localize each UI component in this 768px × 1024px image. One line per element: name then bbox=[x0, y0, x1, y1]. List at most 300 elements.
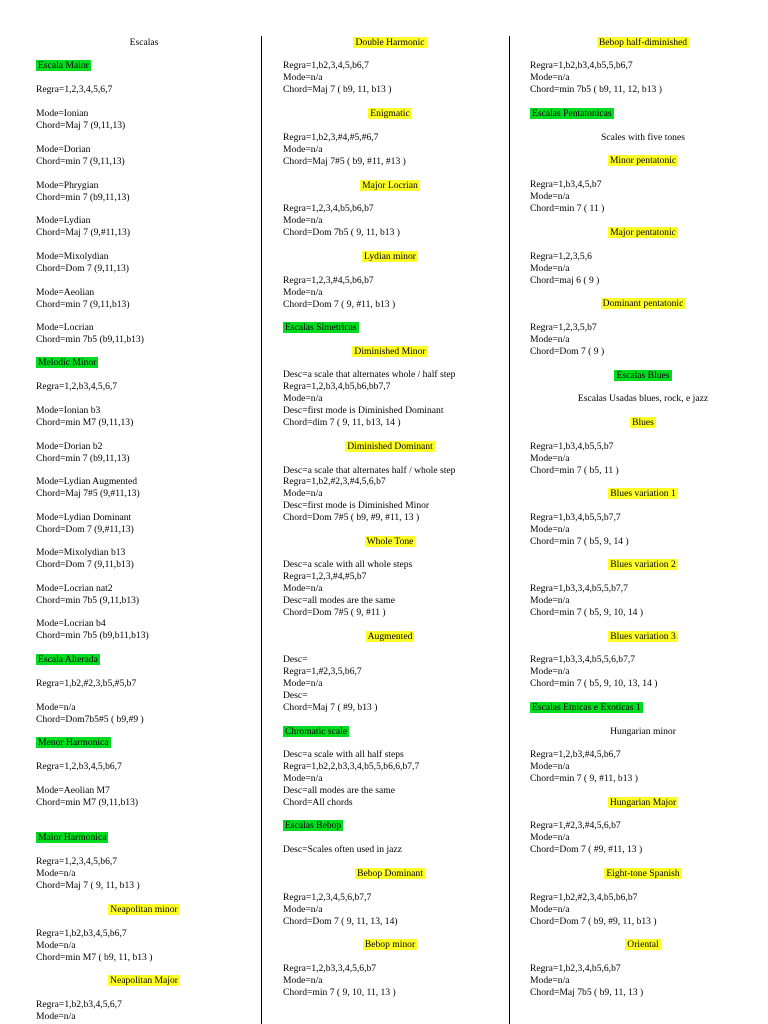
text-line bbox=[283, 381, 390, 393]
text-line bbox=[283, 785, 395, 797]
line-text: Mode=n/a bbox=[283, 975, 323, 986]
text-line bbox=[36, 334, 144, 346]
heading-label: Enigmatic bbox=[370, 108, 410, 119]
text-line bbox=[36, 192, 130, 204]
heading-label: Maior Harmonica bbox=[38, 832, 107, 843]
section-heading bbox=[530, 702, 643, 714]
line-text: Desc= bbox=[283, 654, 308, 665]
section-heading bbox=[530, 298, 756, 310]
heading-label: Augmented bbox=[367, 631, 413, 642]
line-text: Regra=1,b3,4,b5,5,b7,7 bbox=[530, 512, 621, 523]
line-text: Chord=dim 7 ( 9, 11, b13, 14 ) bbox=[283, 417, 401, 428]
text-line bbox=[36, 1011, 76, 1023]
line-text: Chord=min 7 ( 9, 10, 11, 13 ) bbox=[283, 987, 396, 998]
line-text: Chord=Maj 7 ( b9, 11, b13 ) bbox=[283, 84, 392, 95]
text-line bbox=[530, 607, 643, 619]
text-line bbox=[530, 60, 633, 72]
section-heading bbox=[530, 939, 756, 951]
line-text: Chord=maj 6 ( 9 ) bbox=[530, 275, 600, 286]
section-heading bbox=[283, 820, 343, 832]
line-text: Mode=n/a bbox=[36, 868, 76, 879]
text-line bbox=[36, 488, 140, 500]
text-line bbox=[283, 417, 401, 429]
line-text: Chord=min 7 (b9,11,13) bbox=[36, 453, 130, 464]
text-line bbox=[283, 488, 323, 500]
text-line bbox=[283, 144, 323, 156]
section-heading bbox=[530, 227, 756, 239]
text-line bbox=[530, 773, 638, 785]
heading-label: Escalas Simetricas bbox=[285, 322, 357, 333]
text-line bbox=[530, 72, 570, 84]
line-text: Mode=Aeolian M7 bbox=[36, 785, 110, 796]
text-line bbox=[36, 595, 139, 607]
text-line bbox=[530, 666, 570, 678]
line-text: Mode=n/a bbox=[283, 773, 323, 784]
heading-label: Double Harmonic bbox=[355, 37, 425, 48]
text-line bbox=[530, 179, 602, 191]
section-heading bbox=[283, 180, 497, 192]
text-line bbox=[530, 203, 604, 215]
text-line bbox=[36, 761, 122, 773]
line-text: Mode=n/a bbox=[283, 678, 323, 689]
line-text: Regra=1,b2,b3,4,5,6,7 bbox=[36, 999, 122, 1010]
section-heading bbox=[283, 251, 497, 263]
text-line bbox=[530, 441, 613, 453]
section-heading bbox=[36, 904, 252, 916]
section-heading bbox=[530, 108, 614, 120]
heading-label: Escalas Bebop bbox=[285, 820, 342, 831]
text-line bbox=[530, 987, 643, 999]
text-line bbox=[283, 203, 374, 215]
heading-label: Escala Maior bbox=[38, 60, 89, 71]
text-line bbox=[530, 275, 599, 287]
text-line bbox=[36, 952, 152, 964]
heading-label: Blues variation 2 bbox=[610, 559, 676, 570]
text-line bbox=[36, 322, 94, 334]
line-text: Mode=Ionian bbox=[36, 108, 89, 119]
text-line bbox=[530, 916, 657, 928]
text-line bbox=[36, 999, 122, 1011]
line-text: Mode=n/a bbox=[530, 72, 570, 83]
line-text: Mode=n/a bbox=[283, 215, 323, 226]
line-text: Mode=n/a bbox=[530, 666, 570, 677]
heading-label: Diminished Dominant bbox=[347, 441, 433, 452]
text-line bbox=[36, 630, 149, 642]
text-line bbox=[36, 785, 110, 797]
line-text: Regra=1,b3,3,4,b5,5,6,b7,7 bbox=[530, 654, 636, 665]
text-line bbox=[283, 393, 323, 405]
line-text: Chord=min M7 (9,11,13) bbox=[36, 417, 134, 428]
line-text: Chord=min 7b5 (b9,b11,b13) bbox=[36, 630, 149, 641]
heading-label: Neapolitan Major bbox=[110, 975, 178, 986]
line-text: Mode=n/a bbox=[283, 583, 323, 594]
heading-label: Bebop Dominant bbox=[357, 868, 423, 879]
text-line bbox=[283, 132, 378, 144]
line-text: Regra=1,2,3,4,b5,b6,b7 bbox=[283, 203, 374, 214]
line-text: Chord=Dom7b5#5 ( b9,#9 ) bbox=[36, 714, 144, 725]
column-divider-1 bbox=[261, 36, 262, 1024]
heading-label: Menor Harmonica bbox=[38, 737, 109, 748]
text-line bbox=[36, 299, 130, 311]
text-line bbox=[530, 465, 619, 477]
line-text: Chord=Maj 7#5 (9,#11,13) bbox=[36, 488, 140, 499]
line-text: Chord=Maj 7 ( #9, b13 ) bbox=[283, 702, 378, 713]
line-text: Chord=min 7 ( b5, 9, 14 ) bbox=[530, 536, 629, 547]
line-text: Regra=1,2,b3,3,4,5,6,b7 bbox=[283, 963, 377, 974]
text-line bbox=[36, 108, 88, 120]
column-divider-2 bbox=[509, 36, 510, 1024]
section-heading bbox=[530, 37, 756, 49]
line-text: Regra=1,#2,3,#4,5,6,b7 bbox=[530, 820, 621, 831]
line-text: Escalas Usadas blues, rock, e jazz bbox=[577, 393, 709, 404]
line-text: Mode=Locrian nat2 bbox=[36, 583, 113, 594]
line-text: Regra=1,b2,3,#4,#5,#6,7 bbox=[283, 132, 379, 143]
section-heading bbox=[283, 939, 497, 951]
line-text: Mode=Lydian bbox=[36, 215, 91, 226]
line-text: Mode=n/a bbox=[530, 263, 570, 274]
section-heading bbox=[283, 726, 349, 738]
text-line bbox=[36, 559, 134, 571]
line-text: Regra=1,b2,#2,3,b5,#5,b7 bbox=[36, 678, 137, 689]
line-text: Mode=n/a bbox=[283, 393, 323, 404]
line-text: Regra=1,2,3,#4,#5,b7 bbox=[283, 571, 367, 582]
text-line bbox=[530, 844, 642, 856]
line-text: Mode=Ionian b3 bbox=[36, 405, 101, 416]
line-text: Chord=min 7b5 ( b9, 11, 12, b13 ) bbox=[530, 84, 662, 95]
line-text: Regra=1,2,b3,4,5,b6,7 bbox=[36, 761, 122, 772]
line-text: Desc=Scales often used in jazz bbox=[283, 844, 402, 855]
text-line bbox=[36, 880, 140, 892]
line-text: Chord=Dom 7 (9,11,b13) bbox=[36, 559, 134, 570]
line-text: Chord=Dom 7 ( b9, #9, 11, b13 ) bbox=[530, 916, 657, 927]
line-text: Mode=n/a bbox=[283, 72, 323, 83]
heading-label: Minor pentatonic bbox=[609, 155, 677, 166]
line-text: Mode=n/a bbox=[283, 287, 323, 298]
line-text: Regra=1,b2,3,4,b5,6,b7 bbox=[530, 963, 621, 974]
line-text: Regra=1,2,b3,4,b5,b6,bb7,7 bbox=[283, 381, 391, 392]
line-text: Chord=Maj 7b5 ( b9, 11, 13 ) bbox=[530, 987, 644, 998]
text-line bbox=[36, 512, 131, 524]
heading-label: Escalas Blues bbox=[616, 370, 670, 381]
line-text: Regra=1,b2,#2,3,4,b5,b6,b7 bbox=[530, 892, 638, 903]
line-text: Chord=min 7 ( b5, 9, 10, 14 ) bbox=[530, 607, 644, 618]
heading-label: Blues bbox=[632, 417, 654, 428]
section-heading bbox=[530, 797, 756, 809]
text-line bbox=[36, 405, 100, 417]
text-line bbox=[530, 322, 597, 334]
line-text: Regra=1,2,b3,4,5,6,7 bbox=[36, 381, 118, 392]
text-line bbox=[36, 583, 113, 595]
text-line bbox=[283, 583, 323, 595]
text-line bbox=[283, 773, 323, 785]
line-text: Regra=1,b2,b3,4,b5,5,b6,7 bbox=[530, 60, 633, 71]
line-text: Desc=all modes are the same bbox=[283, 785, 395, 796]
text-line bbox=[283, 215, 323, 227]
section-heading bbox=[283, 536, 497, 548]
text-line bbox=[530, 251, 592, 263]
section-heading bbox=[283, 37, 497, 49]
line-text: Chord=min 7b5 (b9,11,b13) bbox=[36, 334, 144, 345]
section-heading bbox=[36, 832, 108, 844]
text-line bbox=[283, 702, 377, 714]
line-text: Desc= bbox=[283, 690, 308, 701]
line-text: Chord=Dom 7#5 ( 9, #11 ) bbox=[283, 607, 386, 618]
text-line bbox=[283, 60, 369, 72]
text-line bbox=[530, 453, 570, 465]
line-text: Regra=1,2,3,#4,5,b6,b7 bbox=[283, 275, 374, 286]
line-text: Mode=n/a bbox=[530, 334, 570, 345]
line-text: Mode=Mixolydian bbox=[36, 251, 109, 262]
heading-label: Chromatic scale bbox=[285, 726, 348, 737]
line-text: Desc=a scale that alternates half / whole step bbox=[283, 465, 456, 476]
line-text: Mode=n/a bbox=[36, 702, 76, 713]
line-text: Escalas bbox=[129, 37, 159, 48]
text-line bbox=[36, 156, 125, 168]
text-line bbox=[36, 251, 109, 263]
line-text: Chord=min 7 (9,11,b13) bbox=[36, 299, 130, 310]
text-line bbox=[283, 405, 444, 417]
line-text: Mode=n/a bbox=[530, 453, 570, 464]
section-heading bbox=[530, 868, 756, 880]
line-text: Chord=Maj 7 (9,#11,13) bbox=[36, 227, 131, 238]
line-text: Chord=Dom 7 (9,#11,13) bbox=[36, 524, 134, 535]
section-heading bbox=[36, 357, 98, 369]
text-line bbox=[36, 618, 106, 630]
line-text: Desc=all modes are the same bbox=[283, 595, 395, 606]
text-line bbox=[36, 928, 127, 940]
text-line bbox=[530, 346, 604, 358]
line-text: Regra=1,b2,b3,4,5,b6,7 bbox=[36, 928, 127, 939]
line-text: Hungarian minor bbox=[610, 726, 676, 737]
text-line bbox=[36, 215, 90, 227]
heading-label: Eight-tone Spanish bbox=[606, 868, 680, 879]
text-line bbox=[530, 263, 570, 275]
line-text: Regra=1,b3,3,4,b5,5,b7,7 bbox=[530, 583, 628, 594]
text-line bbox=[36, 714, 144, 726]
text-line bbox=[283, 299, 395, 311]
section-heading bbox=[36, 60, 91, 72]
line-text: Chord=min 7b5 (9,11,b13) bbox=[36, 595, 140, 606]
heading-label: Oriental bbox=[627, 939, 659, 950]
line-text: Chord=Dom 7 ( 9, 11, 13, 14) bbox=[283, 916, 398, 927]
line-text: Mode=n/a bbox=[530, 761, 570, 772]
line-text: Mode=n/a bbox=[283, 904, 323, 915]
text-line bbox=[36, 180, 98, 192]
line-text: Chord=min M7 ( b9, 11, b13 ) bbox=[36, 952, 153, 963]
section-heading bbox=[283, 346, 497, 358]
text-line bbox=[36, 37, 252, 49]
text-line bbox=[36, 453, 130, 465]
text-line bbox=[283, 654, 308, 666]
text-line bbox=[530, 191, 570, 203]
text-line bbox=[36, 84, 112, 96]
text-line bbox=[283, 595, 395, 607]
text-line bbox=[36, 227, 130, 239]
section-heading bbox=[36, 654, 100, 666]
line-text: Mode=n/a bbox=[283, 488, 323, 499]
text-line bbox=[530, 678, 657, 690]
line-text: Chord=min 7 ( 11 ) bbox=[530, 203, 605, 214]
text-line bbox=[36, 144, 90, 156]
line-text: Regra=1,2,3,5,6 bbox=[530, 251, 592, 262]
text-line bbox=[530, 975, 570, 987]
section-heading bbox=[36, 737, 111, 749]
text-line bbox=[283, 892, 371, 904]
text-line bbox=[530, 536, 629, 548]
line-text: Chord=min 7 ( b5, 11 ) bbox=[530, 465, 619, 476]
text-line bbox=[530, 749, 621, 761]
line-text: Chord=Maj 7#5 ( b9, #11, #13 ) bbox=[283, 156, 406, 167]
line-text: Regra=1,2,b3,#4,5,b6,7 bbox=[530, 749, 621, 760]
line-text: Chord=min 7 (9,11,13) bbox=[36, 156, 125, 167]
section-heading bbox=[530, 488, 756, 500]
line-text: Chord=Dom 7 (9,11,13) bbox=[36, 263, 129, 274]
line-text: Desc=first mode is Diminished Dominant bbox=[283, 405, 444, 416]
text-line bbox=[36, 441, 102, 453]
line-text: Chord=Dom 7 ( 9, #11, b13 ) bbox=[283, 299, 396, 310]
line-text: Regra=1,2,3,4,5,6,7 bbox=[36, 84, 113, 95]
line-text: Mode=Dorian b2 bbox=[36, 441, 103, 452]
text-line bbox=[530, 595, 570, 607]
line-text: Mode=n/a bbox=[530, 191, 570, 202]
heading-label: Major Locrian bbox=[362, 180, 418, 191]
text-line bbox=[283, 72, 323, 84]
text-line bbox=[283, 607, 386, 619]
line-text: Mode=n/a bbox=[283, 144, 323, 155]
text-line bbox=[36, 678, 136, 690]
section-heading bbox=[283, 108, 497, 120]
line-text: Mode=Locrian b4 bbox=[36, 618, 106, 629]
line-text: Regra=1,#2,3,5,b6,7 bbox=[283, 666, 362, 677]
line-text: Chord=min 7 ( 9, #11, b13 ) bbox=[530, 773, 638, 784]
text-line bbox=[530, 393, 756, 405]
text-line bbox=[530, 512, 621, 524]
heading-label: Lydian minor bbox=[364, 251, 416, 262]
section-heading bbox=[283, 631, 497, 643]
text-line bbox=[36, 702, 76, 714]
text-line bbox=[36, 797, 138, 809]
text-line bbox=[530, 761, 570, 773]
line-text: Mode=n/a bbox=[530, 975, 570, 986]
heading-label: Whole Tone bbox=[366, 536, 414, 547]
text-line bbox=[36, 287, 94, 299]
line-text: Mode=Lydian Dominant bbox=[36, 512, 132, 523]
text-line bbox=[283, 904, 323, 916]
line-text: Desc=a scale with all half steps bbox=[283, 749, 404, 760]
section-heading bbox=[530, 417, 756, 429]
line-text: Mode=n/a bbox=[530, 904, 570, 915]
text-line bbox=[283, 844, 402, 856]
section-heading bbox=[283, 868, 497, 880]
line-text: Regra=1,b2,#2,3,#4,5,6,b7 bbox=[283, 476, 386, 487]
line-text: Mode=n/a bbox=[530, 524, 570, 535]
text-line bbox=[530, 820, 621, 832]
text-line bbox=[283, 690, 308, 702]
line-text: Chord=min 7 (b9,11,13) bbox=[36, 192, 130, 203]
line-text: Mode=n/a bbox=[530, 832, 570, 843]
text-line bbox=[530, 654, 635, 666]
heading-label: Melodic Minor bbox=[38, 357, 97, 368]
line-text: Regra=1,b3,4,b5,5,b7 bbox=[530, 441, 614, 452]
line-text: Regra=1,2,3,4,5,b6,7 bbox=[36, 856, 118, 867]
line-text: Mode=n/a bbox=[36, 1011, 76, 1022]
text-line bbox=[283, 975, 323, 987]
text-line bbox=[36, 120, 125, 132]
heading-label: Blues variation 1 bbox=[610, 488, 676, 499]
text-line bbox=[283, 797, 353, 809]
line-text: Mode=Dorian bbox=[36, 144, 91, 155]
column-1 bbox=[36, 0, 252, 1024]
line-text: Chord=Maj 7 ( 9, 11, b13 ) bbox=[36, 880, 140, 891]
section-heading bbox=[530, 155, 756, 167]
text-line bbox=[283, 512, 419, 524]
heading-label: Escalas Pentatonicas bbox=[532, 108, 612, 119]
line-text: Regra=1,2,3,4,5,6,b7,7 bbox=[283, 892, 372, 903]
line-text: Chord=Dom 7 ( #9, #11, 13 ) bbox=[530, 844, 643, 855]
text-line bbox=[36, 476, 137, 488]
line-text: Regra=1,2,3,5,b7 bbox=[530, 322, 597, 333]
line-text: Regra=1,b2,2,b3,3,4,b5,5,b6,6,b7,7 bbox=[283, 761, 420, 772]
heading-label: Escalas Etnicas e Exoticas 1 bbox=[532, 702, 641, 713]
column-2 bbox=[283, 0, 497, 1024]
text-line bbox=[36, 263, 129, 275]
text-line bbox=[530, 524, 570, 536]
text-line bbox=[530, 84, 662, 96]
section-heading bbox=[530, 370, 756, 382]
text-line bbox=[530, 963, 621, 975]
text-line bbox=[283, 987, 396, 999]
line-text: Regra=1,b2,3,4,5,b6,7 bbox=[283, 60, 369, 71]
heading-label: Diminished Minor bbox=[354, 346, 426, 357]
text-line bbox=[36, 940, 76, 952]
line-text: Chord=Dom 7 ( 9 ) bbox=[530, 346, 605, 357]
section-heading bbox=[283, 322, 359, 334]
text-line bbox=[36, 381, 117, 393]
section-heading bbox=[283, 441, 497, 453]
line-text: Mode=Phrygian bbox=[36, 180, 99, 191]
heading-label: Blues variation 3 bbox=[610, 631, 676, 642]
line-text: Chord=min 7 ( b5, 9, 10, 13, 14 ) bbox=[530, 678, 658, 689]
text-line bbox=[283, 227, 400, 239]
text-line bbox=[283, 761, 419, 773]
heading-label: Major pentatonic bbox=[610, 227, 676, 238]
text-line bbox=[283, 559, 412, 571]
text-line bbox=[530, 583, 628, 595]
line-text: Chord=All chords bbox=[283, 797, 353, 808]
column-3 bbox=[530, 0, 756, 1024]
heading-label: Dominant pentatonic bbox=[602, 298, 684, 309]
section-heading bbox=[530, 559, 756, 571]
text-line bbox=[530, 832, 570, 844]
line-text: Mode=n/a bbox=[36, 940, 76, 951]
line-text: Mode=Locrian bbox=[36, 322, 94, 333]
text-line bbox=[283, 369, 455, 381]
text-line bbox=[283, 287, 323, 299]
text-line bbox=[36, 524, 134, 536]
text-line bbox=[530, 334, 570, 346]
heading-label: Neapolitan minor bbox=[110, 904, 178, 915]
line-text: Desc=first mode is Diminished Minor bbox=[283, 500, 430, 511]
text-line bbox=[283, 275, 374, 287]
text-line bbox=[36, 868, 76, 880]
text-line bbox=[530, 904, 570, 916]
heading-label: Hungarian Major bbox=[609, 797, 677, 808]
line-text: Mode=n/a bbox=[530, 595, 570, 606]
text-line bbox=[283, 156, 406, 168]
line-text: Chord=min M7 (9,11,b13) bbox=[36, 797, 139, 808]
text-line bbox=[530, 726, 756, 738]
text-line bbox=[283, 476, 386, 488]
